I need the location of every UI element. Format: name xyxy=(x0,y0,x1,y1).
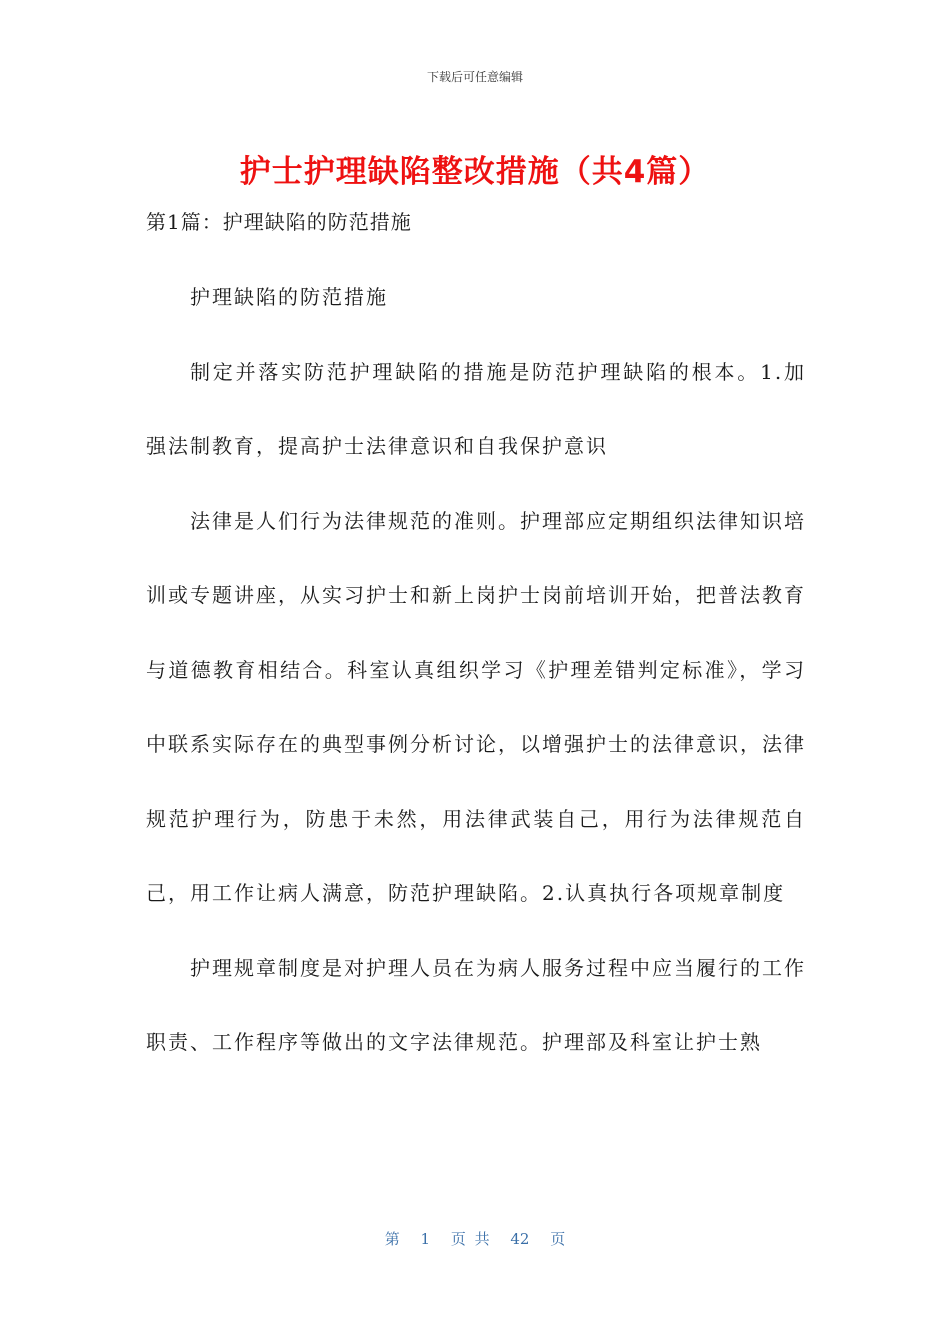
document-title: 护士护理缺陷整改措施（共4篇） xyxy=(239,154,711,190)
footer-current-page: 1 xyxy=(420,1230,431,1248)
footer-total-pages: 42 xyxy=(510,1230,530,1248)
paragraph: 制定并落实防范护理缺陷的措施是防范护理缺陷的根本。1.加强法制教育，提高护士法律意识和自我保护意识 xyxy=(146,359,806,458)
paragraph: 法律是人们行为法律规范的准则。护理部应定期组织法律知识培训或专题讲座，从实习护士和新上岗护士岗前培训开始，把普法教育与道德教育相结合。科室认真组织学习《护理差错判定标准》，学习中联系实际存在的典型事例分析讨论，以增强护士的法律意识，法律规范护理行为，防患于未然，用法律武装自己，用行为法律规范自己，用工作让病人满意，防范护理缺陷。2.认真执行各项规章制度 xyxy=(146,508,806,905)
document-body xyxy=(146,260,806,1080)
paragraph: 护理缺陷的防范措施 xyxy=(190,285,388,309)
footer-label-of: 页 共 xyxy=(450,1230,490,1248)
paragraph: 护理规章制度是对护理人员在为病人服务过程中应当履行的工作职责、工作程序等做出的文字法律规范。护理部及科室让护士熟 xyxy=(146,955,806,1054)
header-note: 下载后可任意编辑 xyxy=(426,70,523,84)
footer-label-pages: 页 xyxy=(550,1230,566,1248)
section-heading: 第1篇：护理缺陷的防范措施 xyxy=(146,210,412,234)
footer-label-page: 第 xyxy=(384,1230,400,1248)
page-footer xyxy=(0,1228,950,1249)
